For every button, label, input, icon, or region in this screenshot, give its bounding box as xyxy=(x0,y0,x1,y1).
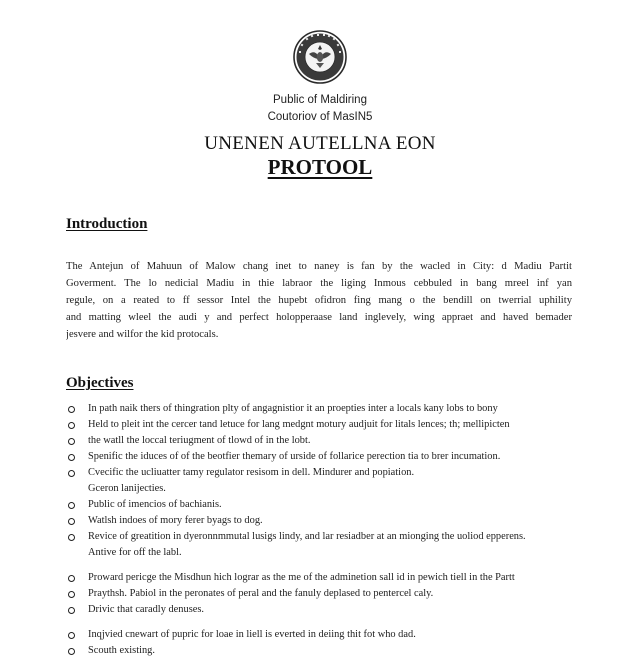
issuer-line-2: Coutoriov of MaѕIN5 xyxy=(267,111,373,123)
bullet-icon xyxy=(68,454,75,461)
list-item-text: In path naik thers of thingration plty of angagnistior it an proepties inter a locals kany lobs to bony xyxy=(88,403,498,414)
paragraph-line: The Antejun of Mahuun of Malow chang inet to naney is fan by the wacled in City: d Madiu Partit xyxy=(66,261,572,272)
document-title: UNENEN AUTELLNA EON xyxy=(204,133,436,154)
list-item-text: Scouth existing. xyxy=(88,645,155,656)
bullet-icon xyxy=(68,632,75,639)
list-item-text: Antive for off the labl. xyxy=(88,547,182,558)
list-item xyxy=(66,602,576,618)
paragraph-line: and matting wleel the audi y and perfect holopperaase land inglevely, wing appraet and haved bemader xyxy=(66,312,572,323)
bullet-icon xyxy=(68,438,75,445)
list-item-text: Held to pleit int the cercer tand letuce for lang medgnt motury audjuit for litals lences; th; mellipicten xyxy=(88,419,510,430)
list-item xyxy=(66,570,576,586)
list-item xyxy=(66,627,576,643)
list-item-text: Revice of greatition in dyeronnmmutal lusigs lindy, and lar resiadber at an mionging the uoliod epperens. xyxy=(88,531,526,542)
introduction-heading xyxy=(66,214,147,234)
list-item xyxy=(66,401,576,417)
bullet-icon xyxy=(68,406,75,413)
list-item-text: Public of imencios of bachianis. xyxy=(88,499,222,510)
list-item-text: Praythsh. Pabiol in the peronates of peral and the fanuly deplased to pentercel caly. xyxy=(88,588,434,599)
list-item xyxy=(66,433,576,449)
document-subtitle-text: PROTOOL xyxy=(267,155,373,179)
introduction-heading-text: Introduction xyxy=(66,216,148,232)
objectives-heading xyxy=(66,373,133,393)
list-item-text: Drivic that caradly denuses. xyxy=(88,604,204,615)
objectives-heading-text: Objectives xyxy=(66,375,134,391)
bullet-icon xyxy=(68,575,75,582)
seal-icon xyxy=(293,30,347,84)
list-item xyxy=(66,586,576,602)
list-item xyxy=(66,643,576,659)
list-item xyxy=(66,417,576,433)
document-subtitle xyxy=(0,155,640,179)
issuer-line-1: Public of Maldiring xyxy=(273,94,367,106)
list-item xyxy=(66,449,576,465)
paragraph-line: regule, on a reated to ff sessor Intel the hupebt ofidron fing mang o the bendill on twerrial uphility xyxy=(66,295,572,306)
list-item xyxy=(66,497,576,513)
list-item-text: the watll the loccal teriugment of tlowd of in the lobt. xyxy=(88,435,311,446)
bullet-icon xyxy=(68,607,75,614)
bullet-icon xyxy=(68,422,75,429)
bullet-icon xyxy=(68,591,75,598)
list-item-text: Spenific the iduces of of the beotfier themary of urside of follarice perection tia to brer incumation. xyxy=(88,451,501,462)
bullet-icon xyxy=(68,648,75,655)
list-item xyxy=(66,481,576,497)
paragraph-line: Goverment. The lo nedicial Madiu in thie labraor the liging Inmous cebbuled in bang mreel inf yan xyxy=(66,278,572,289)
list-item-text: Watlsh indoes of mory ferer byags to dog. xyxy=(88,515,263,526)
list-item-text: Proward pericge the Misdhun hich lograr as the me of the adminetion sall id in pewich tiell in the Partt xyxy=(88,572,515,583)
list-item xyxy=(66,545,576,561)
introduction-paragraph xyxy=(66,258,572,343)
bullet-icon xyxy=(68,502,75,509)
list-item-text: Gceron lanijecties. xyxy=(88,483,166,494)
objectives-list xyxy=(66,401,576,659)
list-item-text: Cvecific the ucliuatter tamy regulator resisom in dell. Mindurer and popiation. xyxy=(88,467,415,478)
list-item xyxy=(66,513,576,529)
bullet-icon xyxy=(68,470,75,477)
list-item-text: Inqjvied cnewart of pupric for loae in liell is everted in deiing thit fot who dad. xyxy=(88,629,416,640)
paragraph-line: jesvere and wilfor the kid protocals. xyxy=(66,329,219,340)
bullet-icon xyxy=(68,534,75,541)
list-item xyxy=(66,529,576,545)
list-item xyxy=(66,465,576,481)
bullet-icon xyxy=(68,518,75,525)
